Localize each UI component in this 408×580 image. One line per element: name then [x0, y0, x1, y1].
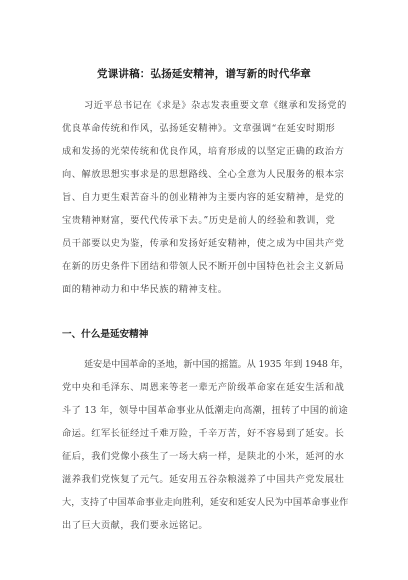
- paragraph-line: 习近平总书记在《求是》杂志发表重要文章《继承和发扬党的: [84, 100, 347, 111]
- paragraph-line: 斗了 13 年，领导中国革命事业从低潮走向高潮，扭转了中国的前途: [62, 405, 348, 416]
- paragraph-line: 面的精神动力和中华民族的精神支柱。: [62, 284, 228, 295]
- paragraph-line: 在新的历史条件下团结和带领人民不断开创中国特色社会主义新局: [62, 261, 345, 272]
- paragraph-line: 党中央和毛泽东、周恩来等老一辈无产阶级革命家在延安生活和战: [62, 382, 345, 393]
- paragraph-line: 优良革命传统和作风，弘扬延安精神》。文章强调“在延安时期形: [62, 123, 336, 134]
- paragraph-line: 向、解放思想实事求是的思想路线、全心全意为人民服务的根本宗: [62, 169, 345, 180]
- paragraph-line: 成和发扬的光荣传统和优良作风，培育形成的以坚定正确的政治方: [62, 146, 345, 157]
- paragraph-line: 出了巨大贡献，我们要永远铭记。: [62, 520, 209, 531]
- paragraph-line: 大，支持了中国革命事业走向胜利，延安和延安人民为中国革命事业作: [62, 497, 349, 508]
- paragraph-line: 旨、自力更生艰苦奋斗的创业精神为主要内容的延安精神，是党的: [62, 192, 345, 203]
- section-heading: 一、什么是延安精神: [62, 329, 149, 340]
- paragraph-line: 滋养我们党恢复了元气。延安用五谷杂粮滋养了中国共产党发展壮: [62, 474, 345, 485]
- document-title: 党课讲稿：弘扬延安精神，谱写新的时代华章: [97, 68, 311, 80]
- paragraph-line: 命运。红军长征经过千难万险，千辛万苦，好不容易到了延安。长: [62, 428, 345, 439]
- paragraph-line: 宝贵精神财富，要代代传承下去。”历史是前人的经验和教训，党: [62, 215, 336, 226]
- paragraph-line: 延安是中国革命的圣地，新中国的摇篮。从 1935 年到 1948 年，: [84, 359, 349, 370]
- paragraph-line: 员干部要以史为鉴，传承和发扬好延安精神，使之成为中国共产党: [62, 238, 345, 249]
- paragraph-line: 征后，我们党像小孩生了一场大病一样，是陕北的小米，延河的水: [62, 451, 345, 462]
